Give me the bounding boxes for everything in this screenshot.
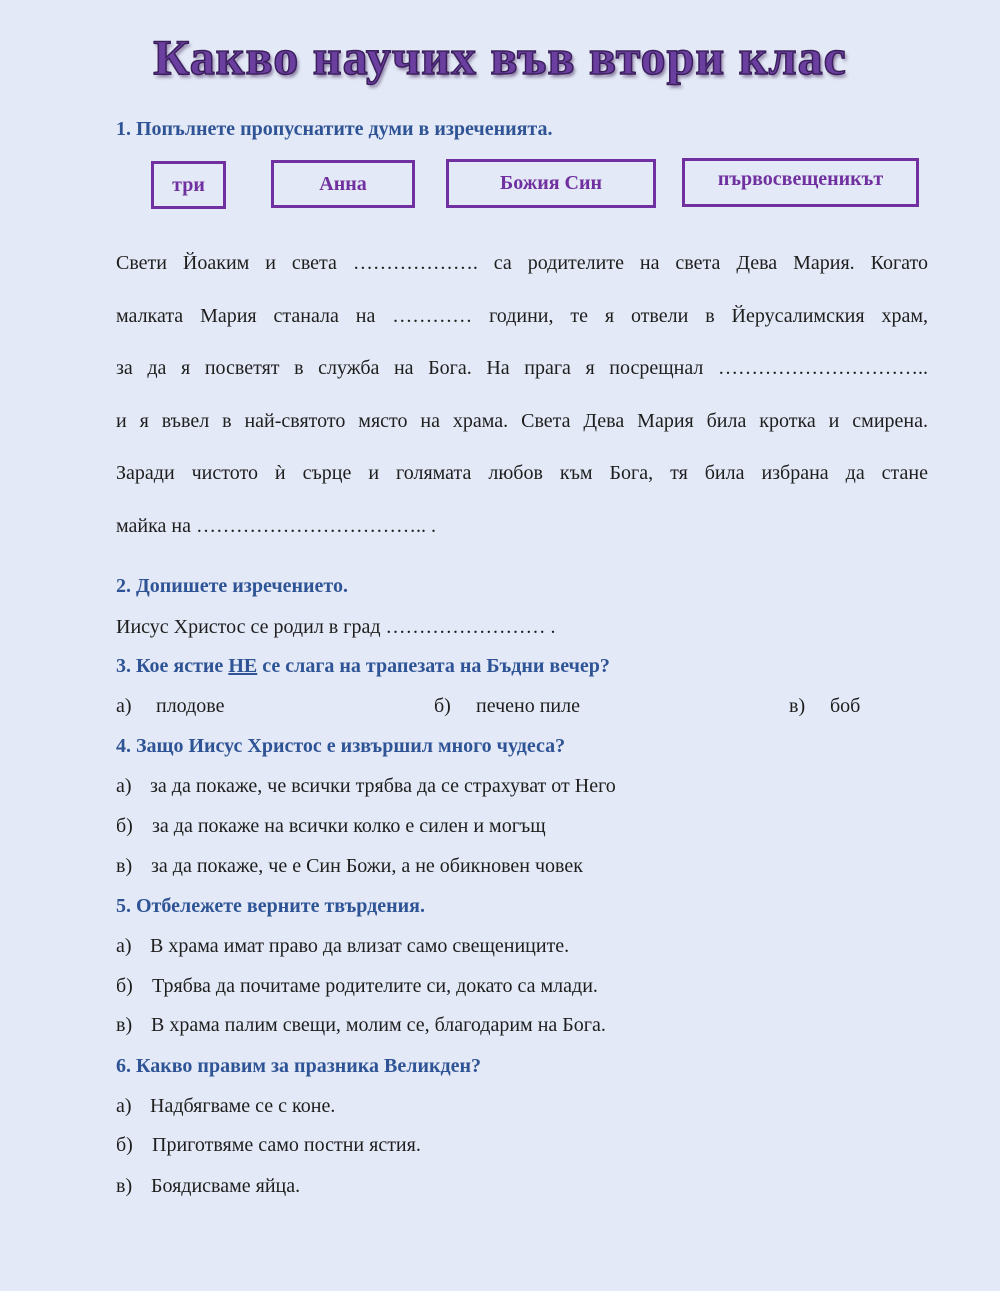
question-3-heading-text: се слага на трапезата на Бъдни вечер? (257, 655, 610, 677)
word-card-parvosveshtenikat[interactable]: първосвещеникът (682, 158, 919, 207)
question-2-sentence: Иисус Христос се родил в град …………………… . (116, 616, 556, 638)
option-label: б) (116, 1134, 133, 1156)
question-2-heading: 2. Допишете изречението. (116, 575, 348, 597)
question-3-heading (116, 655, 610, 678)
page-title: Какво научих във втори клас (153, 29, 847, 85)
option-label: а) (116, 775, 132, 797)
fill-in-paragraph (116, 237, 928, 552)
option-label: б) (116, 975, 133, 997)
question-3-heading-text: 3. Кое ястие (116, 655, 229, 677)
paragraph-line: и я въвел в най-святото място на храма. Света Дева Мария била кротка и смирена. (116, 409, 928, 432)
question-5-option-c[interactable] (116, 1014, 606, 1037)
word-card-tri[interactable]: три (151, 161, 226, 209)
option-label: в) (789, 695, 806, 717)
option-text: печено пиле (476, 695, 580, 717)
question-1-heading: 1. Попълнете пропуснатите думи в изреченията. (116, 118, 553, 140)
question-4-option-a[interactable] (116, 775, 616, 798)
question-3-option-c[interactable] (789, 695, 860, 718)
option-text: за да покаже, че е Син Божи, а не обикновен човек (151, 855, 583, 877)
question-6-option-a[interactable] (116, 1095, 335, 1118)
question-6-heading: 6. Какво правим за празника Великден? (116, 1055, 482, 1077)
question-3-emphasis: НЕ (228, 655, 258, 677)
paragraph-line: Заради чистото ѝ сърце и голямата любов към Бога, тя била избрана да стане (116, 462, 928, 484)
option-label: б) (434, 695, 451, 717)
question-5-option-b[interactable] (116, 975, 598, 998)
question-5-option-a[interactable] (116, 935, 569, 958)
option-text: В храма имат право да влизат само свещениците. (150, 935, 570, 957)
paragraph-line: малката Мария станала на ………… години, те я отвели в Йерусалимския храм, (116, 304, 928, 327)
question-4-option-c[interactable] (116, 855, 583, 878)
question-6-option-b[interactable] (116, 1134, 421, 1157)
question-4-heading: 4. Защо Иисус Христос е извършил много чудеса? (116, 735, 566, 757)
option-label: в) (116, 1014, 133, 1036)
option-label: б) (116, 815, 133, 837)
option-label: а) (116, 935, 132, 957)
option-text: Надбягваме се с коне. (150, 1095, 336, 1117)
paragraph-line: за да я посветят в служба на Бога. На прага я посрещнал ………………………….. (116, 357, 928, 379)
option-text: за да покаже на всички колко е силен и могъщ (152, 815, 546, 837)
option-text: боб (830, 695, 861, 717)
option-label: в) (116, 855, 133, 877)
option-text: Трябва да почитаме родителите си, докато са млади. (152, 975, 598, 997)
question-3-option-a[interactable] (116, 695, 225, 718)
option-text: Боядисваме яйца. (151, 1175, 301, 1197)
paragraph-line: Свети Йоаким и света ………………. са родителите на света Дева Мария. Когато (116, 252, 928, 274)
option-label: а) (116, 695, 132, 717)
question-3-option-b[interactable] (434, 695, 580, 718)
word-card-anna[interactable]: Анна (271, 160, 415, 208)
option-label: в) (116, 1175, 133, 1197)
word-card-bozhiya-sin[interactable]: Божия Син (446, 159, 656, 208)
option-text: Приготвяме само постни ястия. (152, 1134, 421, 1156)
question-4-option-b[interactable] (116, 815, 546, 838)
option-label: а) (116, 1095, 132, 1117)
question-6-option-c[interactable] (116, 1175, 300, 1198)
paragraph-line: майка на …………………………….. . (116, 514, 436, 537)
question-5-heading: 5. Отбележете верните твърдения. (116, 895, 425, 917)
option-text: плодове (156, 695, 225, 717)
option-text: за да покаже, че всички трябва да се страхуват от Него (150, 775, 616, 797)
option-text: В храма палим свещи, молим се, благодарим на Бога. (151, 1014, 606, 1036)
